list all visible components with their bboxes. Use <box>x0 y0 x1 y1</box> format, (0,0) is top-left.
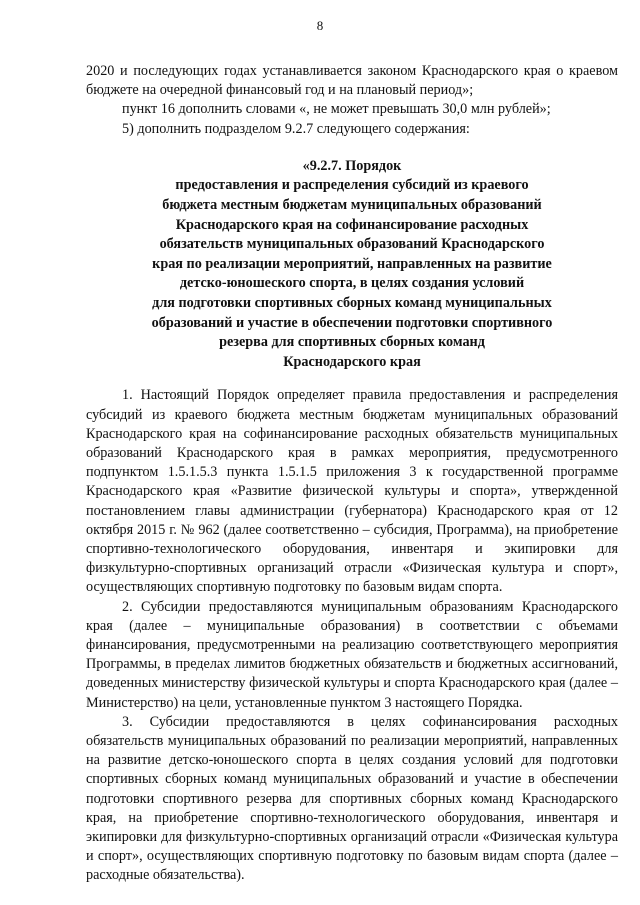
heading-line: образований и участие в обеспечении подготовки спортивного <box>151 314 553 331</box>
heading-line: обязательств муниципальных образований Краснодарского <box>159 236 545 253</box>
section-heading <box>86 157 618 373</box>
page-number: 8 <box>316 18 324 33</box>
heading-line: резерва для спортивных сборных команд <box>219 334 485 351</box>
heading-line: детско-юношеского спорта, в целях создания условий <box>179 275 525 292</box>
heading-line: предоставления и распределения субсидий из краевого <box>175 177 529 194</box>
heading-line: бюджета местным бюджетам муниципальных образований <box>162 197 542 213</box>
body-paragraph-2: 2. Субсидии предоставляются муниципальным образованиям Краснодарского края (далее – муниципальные образования) в соответствии с объемами финансирования, предусмотренными на реализацию соответствующего мероприятия Программы, в пределах лимитов бюджетных обязательств и бюджетных ассигнований, доведенных министерству физической культуры и спорта Краснодарского края (далее – Министерство) на цели, установленные пунктом 3 настоящего Порядка. <box>86 598 618 711</box>
heading-line: для подготовки спортивных сборных команд муниципальных <box>152 294 552 311</box>
intro-paragraph-1: 2020 и последующих годах устанавливается законом Краснодарского края о краевом бюджете на очередной финансовый год и на плановый период»; <box>86 63 618 99</box>
intro-paragraph-2: пункт 16 дополнить словами «, не может превышать 30,0 млн рублей»; <box>122 101 551 118</box>
heading-line: Краснодарского края <box>283 353 421 370</box>
body-paragraph-1: 1. Настоящий Порядок определяет правила предоставления и распределения субсидий из краевого бюджета местным бюджетам муниципальных образований Краснодарского края на софинансирование расходных обязательств муниципальных образований Краснодарского края в рамках мероприятия, предусмотренного подпунктом 1.5.1.5.3 пункта 1.5.1.5 приложения 3 к государственной программе Краснодарского края «Развитие физической культуры и спорта», утвержденной постановлением главы администрации (губернатора) Краснодарского края от 12 октября 2015 г. № 962 (далее соответственно – субсидия, Программа), на приобретение спортивно-технологического оборудования, инвентаря и экипировки для физкультурно-спортивных организаций отрасли «Физическая культура и спорт», осуществляющих спортивную подготовку по базовым видам спорта. <box>86 387 618 596</box>
intro-paragraph-3: 5) дополнить подразделом 9.2.7 следующего содержания: <box>122 120 470 137</box>
document-body <box>86 62 618 886</box>
heading-line: Краснодарского края на софинансирование расходных <box>175 216 529 233</box>
body-paragraph-3: 3. Субсидии предоставляются в целях софинансирования расходных обязательств муниципальных образований по реализации мероприятий, направленных на развитие детско-юношеского спорта в целях создания условий для подготовки спортивных сборных команд муниципальных образований и участие в обеспечении подготовки спортивного резерва для спортивных сборных команд Краснодарского края, на приобретение спортивно-технологического оборудования, инвентаря и экипировки для физкультурно-спортивных организаций отрасли «Физическая культура и спорт», осуществляющих спортивную подготовку по базовым видам спорта (далее – расходные обязательства). <box>86 713 618 884</box>
heading-line: «9.2.7. Порядок <box>302 157 402 174</box>
heading-line: края по реализации мероприятий, направленных на развитие <box>152 255 552 272</box>
